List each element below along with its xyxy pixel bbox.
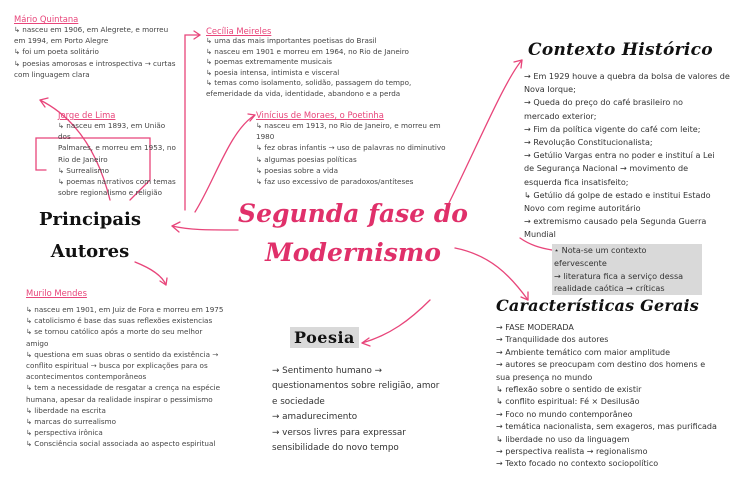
authors-heading-line-2: Autores xyxy=(50,241,130,262)
poet-block-cecilia xyxy=(206,26,421,99)
poet-block-murilo xyxy=(26,288,241,450)
context-heading: Contexto Histórico xyxy=(528,40,713,60)
poet-block-vinicius xyxy=(256,110,456,187)
authors-heading xyxy=(30,204,150,268)
features-text: → FASE MODERADA → Tranquilidade dos autores → Ambiente temático com maior amplitude → autores se preocupam com destino dos homens e sua presença no mundo ↳ reflexão sobre o sentido de existir ↳ conflito espiritual: Fé × Desilusão → Foco no mundo contemporâneo → temática nacionalista, sem exageros, mas purificada ↳ liberdade no uso da linguagem → perspectiva realista → regionalismo → Texto focado no contexto sociopolítico xyxy=(496,323,717,469)
features-heading: Características Gerais xyxy=(496,296,700,315)
title-line-2: Modernismo xyxy=(265,238,441,267)
poet-text-murilo: ↳ nasceu em 1901, em Juiz de Fora e morreu em 1975 ↳ catolicismo é base das suas reflexões existencias ↳ se tornou católico após a morte do seu melhor amigo ↳ questiona em suas obras o sentido da existência → conflito espiritual → busca por explicações para os acontecimentos contemporâneos ↳ tem a necessidade de resgatar a crença na espécie humana, apesar da realidade inspirar o pessimismo ↳ liberdade na escrita ↳ marcas do surrealismo ↳ perspectiva irônica ↳ Consciência social associada ao aspecto espiritual xyxy=(26,305,224,449)
poet-name-quintana: Mário Quintana xyxy=(14,14,79,24)
authors-heading-line-1: Principais xyxy=(39,209,141,230)
poet-block-quintana xyxy=(14,14,184,80)
arrow-to-authors xyxy=(172,226,238,230)
arrow-to-context xyxy=(448,60,522,205)
poet-text-quintana: ↳ nasceu em 1906, em Alegrete, e morreu em 1994, em Porto Alegre ↳ foi um poeta solitário ↳ poesias amorosas e introspectiva → curtas com linguagem clara xyxy=(14,25,176,79)
poet-name-jorge: Jorge de Lima xyxy=(58,110,116,120)
poetry-heading: Poesia xyxy=(290,327,359,348)
central-title xyxy=(238,196,468,274)
poet-name-vinicius: Vinícius de Moraes, o Poetinha xyxy=(256,110,384,120)
poet-name-murilo: Murilo Mendes xyxy=(26,288,87,298)
arrow-to-poetry xyxy=(362,300,430,343)
poet-text-vinicius: ↳ nasceu em 1913, no Rio de Janeiro, e morreu em 1980 ↳ fez obras infantis → uso de palavras no diminutivo ↳ algumas poesias políticas ↳ poesias sobre a vida ↳ faz uso excessivo de paradoxos/antíteses xyxy=(256,121,446,187)
poet-block-jorge xyxy=(58,110,178,198)
context-text: → Em 1929 houve a quebra da bolsa de valores de Nova Iorque; → Queda do preço do café brasileiro no mercado exterior; → Fim da política vigente do café com leite; → Revolução Constitucionalista; → Getúlio Vargas entra no poder e instituí a Lei de Segurança Nacional → movimento de esquerda fica insatisfeito; ↳ Getúlio dá golpe de estado e institui Estado Novo com regime autoritário → extremismo causado pela Segunda Guerra Mundial xyxy=(524,71,730,240)
poet-text-cecilia: ↳ uma das mais importantes poetisas do Brasil ↳ nasceu em 1901 e morreu em 1964, no Rio de Janeiro ↳ poemas extremamente musicais ↳ poesia intensa, intimista e visceral ↳ temas como isolamento, solidão, passagem do tempo, efemeridade da vida, identidade, abandono e a perda xyxy=(206,36,412,98)
arrow-authors-to-cecilia xyxy=(185,35,200,210)
title-line-1: Segunda fase do xyxy=(238,199,468,228)
poetry-text: → Sentimento humano → questionamentos sobre religião, amor e sociedade → amadurecimento → versos livres para expressar sensibilidade do novo tempo xyxy=(272,366,440,454)
context-note: ⋆ Nota-se um contexto efervescente → literatura fica a serviço dessa realidade caótica → críticas xyxy=(552,244,702,295)
poet-text-jorge: ↳ nasceu em 1893, em União dos Palmares, e morreu em 1953, no Rio de Janeiro ↳ Surrealismo ↳ poemas narrativos com temas sobre regionalismo e religião xyxy=(58,121,176,198)
poet-name-cecilia: Cecília Meireles xyxy=(206,26,272,36)
